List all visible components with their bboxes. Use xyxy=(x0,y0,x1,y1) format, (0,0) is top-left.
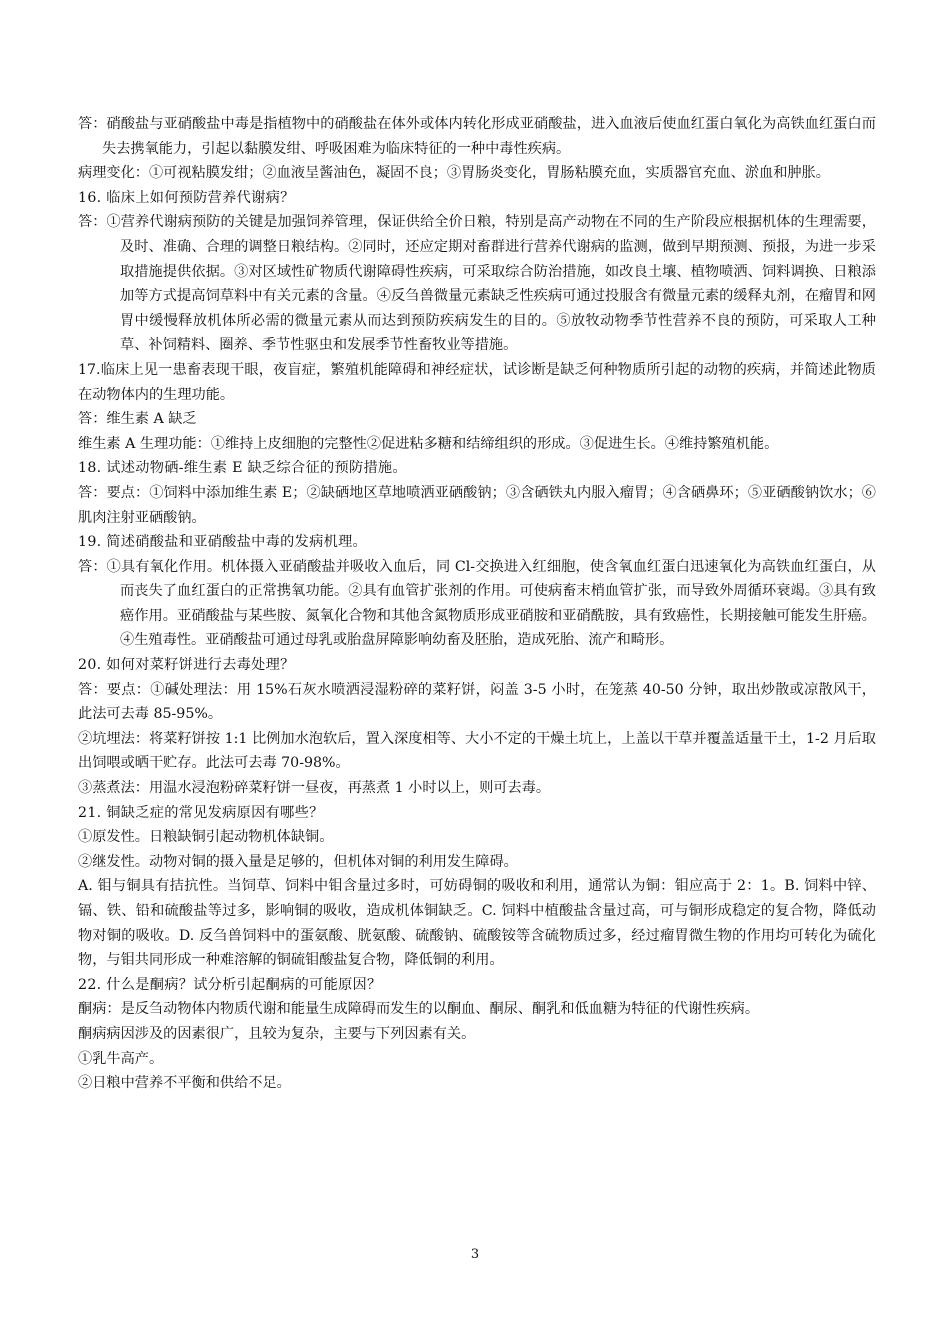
answer-19: 答：①具有氧化作用。机体摄入亚硝酸盐并吸收入血后，同 Cl-交换进入红细胞，使含氧血红蛋白迅速氧化为高铁血红蛋白，从而丧失了血红蛋白的正常携氧功能。②具有血管扩张剂的作用。可使病畜末梢血管扩张，而导致外周循环衰竭。③具有致癌作用。亚硝酸盐与某些胺、氮氧化合物和其他含氮物质形成亚硝胺和亚硝酰胺，具有致癌性，长期接触可能发生肝癌。④生殖毒性。亚硝酸盐可通过母乳或胎盘屏障影响幼畜及胚胎，造成死胎、流产和畸形。 xyxy=(78,558,876,649)
question-19: 19. 简述硝酸盐和亚硝酸盐中毒的发病机理。 xyxy=(78,534,368,551)
answer-21-primary: ①原发性。日粮缺铜引起动物机体缺铜。 xyxy=(78,829,334,846)
question-18: 18. 试述动物硒-维生素 E 缺乏综合征的预防措施。 xyxy=(78,460,407,477)
answer-20-alkali: 答：要点：①碱处理法：用 15%石灰水喷洒浸湿粉碎的菜籽饼，闷盖 3-5 小时，在笼蒸 40-50 分钟，取出炒散或凉散风干，此法可去毒 85-95%。 xyxy=(78,681,876,723)
answer-20-burial: ②坑埋法：将菜籽饼按 1:1 比例加水泡软后，置入深度相等、大小不定的干燥土坑上，上盖以干草并覆盖适量干土，1-2 月后取出饲喂或晒干贮存。此法可去毒 70-98%。 xyxy=(78,730,876,772)
question-20: 20. 如何对菜籽饼进行去毒处理？ xyxy=(78,657,295,674)
answer-20-steam: ③蒸煮法：用温水浸泡粉碎菜籽饼一昼夜，再蒸煮 1 小时以上，则可去毒。 xyxy=(78,780,551,797)
answer-17: 答：维生素 A 缺乏 xyxy=(78,411,197,428)
question-22: 22. 什么是酮病？试分析引起酮病的可能原因？ xyxy=(78,976,382,993)
document-body xyxy=(78,112,876,1096)
question-16: 16. 临床上如何预防营养代谢病？ xyxy=(78,189,295,206)
answer-15-pathology: 病理变化：①可视粘膜发绀；②血液呈酱油色，凝固不良；③胃肠炎变化，胃肠粘膜充血，实质器官充血、淤血和肿胀。 xyxy=(78,165,830,182)
answer-21-details: A. 钼与铜具有拮抗性。当饲草、饲料中钼含量过多时，可妨碍铜的吸收和利用，通常认为铜：钼应高于 2：1。B. 饲料中锌、镉、铁、铅和硫酸盐等过多，影响铜的吸收，造成机体铜缺乏。C. 饲料中植酸盐含量过高，可与铜形成稳定的复合物，降低动物对铜的吸收。D. 反刍兽饲料中的蛋氨酸、胱氨酸、硫酸钠、硫酸铵等含硫物质过多，经过瘤胃微生物的作用均可转化为硫化物，与钼共同形成一种难溶解的铜硫钼酸盐复合物，降低铜的利用。 xyxy=(78,878,876,969)
answer-18: 答：要点：①饲料中添加维生素 E；②缺硒地区草地喷洒亚硒酸钠；③含硒铁丸内服入瘤胃；④含硒鼻环；⑤亚硒酸钠饮水；⑥肌肉注射亚硒酸钠。 xyxy=(78,484,876,526)
answer-22-cause-2: ②日粮中营养不平衡和供给不足。 xyxy=(78,1075,291,1092)
answer-22-cause-intro: 酮病病因涉及的因素很广，且较为复杂，主要与下列因素有关。 xyxy=(78,1025,476,1042)
answer-22-definition: 酮病：是反刍动物体内物质代谢和能量生成障碍而发生的以酮血、酮尿、酮乳和低血糖为特征的代谢性疾病。 xyxy=(78,1001,760,1018)
question-21: 21. 铜缺乏症的常见发病原因有哪些？ xyxy=(78,804,324,821)
answer-22-cause-1: ①乳牛高产。 xyxy=(78,1050,164,1067)
answer-15-definition: 答：硝酸盐与亚硝酸盐中毒是指植物中的硝酸盐在体外或体内转化形成亚硝酸盐，进入血液后使血红蛋白氧化为高铁血红蛋白而失去携氧能力，引起以黏膜发绀、呼吸困难为临床特征的一种中毒性疾病。 xyxy=(78,116,876,157)
answer-21-secondary: ②继发性。动物对铜的摄入量是足够的，但机体对铜的利用发生障碍。 xyxy=(78,853,518,870)
answer-17-function: 维生素 A 生理功能：①维持上皮细胞的完整性②促进粘多糖和结缔组织的形成。③促进生长。④维持繁殖机能。 xyxy=(78,435,779,452)
answer-16: 答：①营养代谢病预防的关键是加强饲养管理，保证供给全价日粮，特别是高产动物在不同的生产阶段应根据机体的生理需要，及时、准确、合理的调整日粮结构。②同时，还应定期对畜群进行营养代谢病的监测，做到早期预测、预报，为进一步采取措施提供依据。③对区域性矿物质代谢障碍性疾病，可采取综合防治措施，如改良土壤、植物喷洒、饲料调换、日粮添加等方式提高饲草料中有关元素的含量。④反刍兽微量元素缺乏性疾病可通过投服含有微量元素的缓释丸剂，在瘤胃和网胃中缓慢释放机体所必需的微量元素从而达到预防疾病发生的目的。⑤放牧动物季节性营养不良的预防，可采取人工种草、补饲精料、圈养、季节性驱虫和发展季节性畜牧业等措施。 xyxy=(78,214,876,354)
question-17: 17.临床上见一患畜表现干眼，夜盲症，繁殖机能障碍和神经症状，试诊断是缺乏何种物质所引起的动物的疾病，并简述此物质在动物体内的生理功能。 xyxy=(78,361,876,403)
page-number: 3 xyxy=(470,1247,480,1262)
